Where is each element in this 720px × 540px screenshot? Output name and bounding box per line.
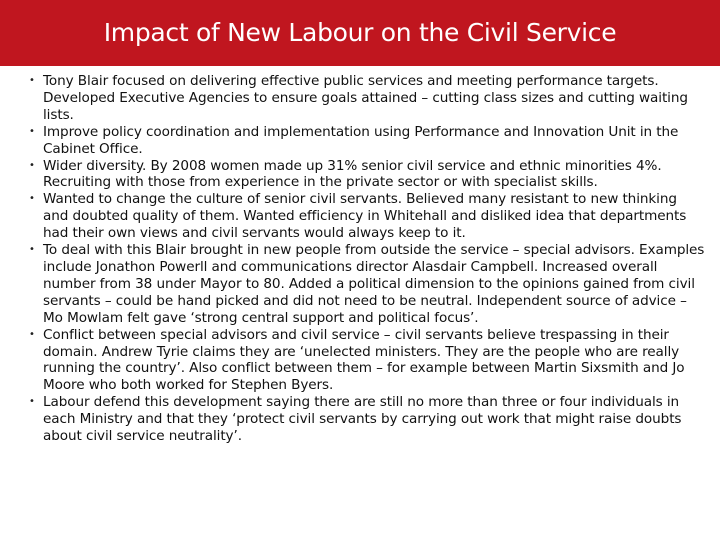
bullet-dot-icon: • xyxy=(29,193,35,205)
bullet-text: Labour defend this development saying there are still no more than three or four individuals in each Ministry and that they ‘protect civil servants by carrying out work that might raise doubts about civil service neutrality’. xyxy=(43,394,682,445)
bullet-text: Conflict between special advisors and civil service – civil servants believe trespassing in their domain. Andrew Tyrie claims they are ‘unelected ministers. They are the people who are really running the country’. Also conflict between them – for example between Martin Sixsmith and Jo Moore who both worked for Stephen Byers. xyxy=(43,326,685,394)
bullet-list xyxy=(0,73,720,445)
bullet-dot-icon: • xyxy=(29,125,35,137)
bullet-dot-icon: • xyxy=(29,244,35,256)
bullet-text: Wanted to change the culture of senior civil servants. Believed many resistant to new thinking and doubted quality of them. Wanted efficiency in Whitehall and disliked idea that departments had their own views and civil servants would always keep to it. xyxy=(43,191,687,242)
bullet-item-1 xyxy=(0,73,720,124)
bullet-item-4 xyxy=(0,191,720,242)
bullet-dot-icon: • xyxy=(29,396,35,408)
bullet-dot-icon: • xyxy=(29,75,35,86)
bullet-item-3 xyxy=(0,158,720,192)
bullet-text: Tony Blair focused on delivering effective public services and meeting performance targets. Developed Executive Agencies to ensure goals attained – cutting class sizes and cutting waiting lists. xyxy=(43,73,688,123)
title-bar xyxy=(0,0,720,66)
page-title: Impact of New Labour on the Civil Service xyxy=(103,17,617,47)
bullet-item-2 xyxy=(0,124,720,158)
bullet-dot-icon: • xyxy=(29,159,35,171)
bullet-item-6 xyxy=(0,327,720,395)
bullet-item-5 xyxy=(0,242,720,327)
bullet-dot-icon: • xyxy=(29,328,35,340)
bullet-text: Wider diversity. By 2008 women made up 31% senior civil service and ethnic minorities 4%. Recruiting with those from experience in the private sector or with specialist skills. xyxy=(43,157,662,191)
bullet-text: To deal with this Blair brought in new people from outside the service – special advisors. Examples include Jonathon Powerll and communications director Alasdair Campbell. Increased overall number from 38 under Mayor to 80. Added a political dimension to the opinions gained from civil servants – could be hand picked and did not need to be neutral. Independent source of advice – Mo Mowlam felt gave ‘strong central support and political focus’. xyxy=(43,242,705,326)
bullet-item-7 xyxy=(0,394,720,445)
bullet-text: Improve policy coordination and implementation using Performance and Innovation Unit in the Cabinet Office. xyxy=(43,123,679,157)
